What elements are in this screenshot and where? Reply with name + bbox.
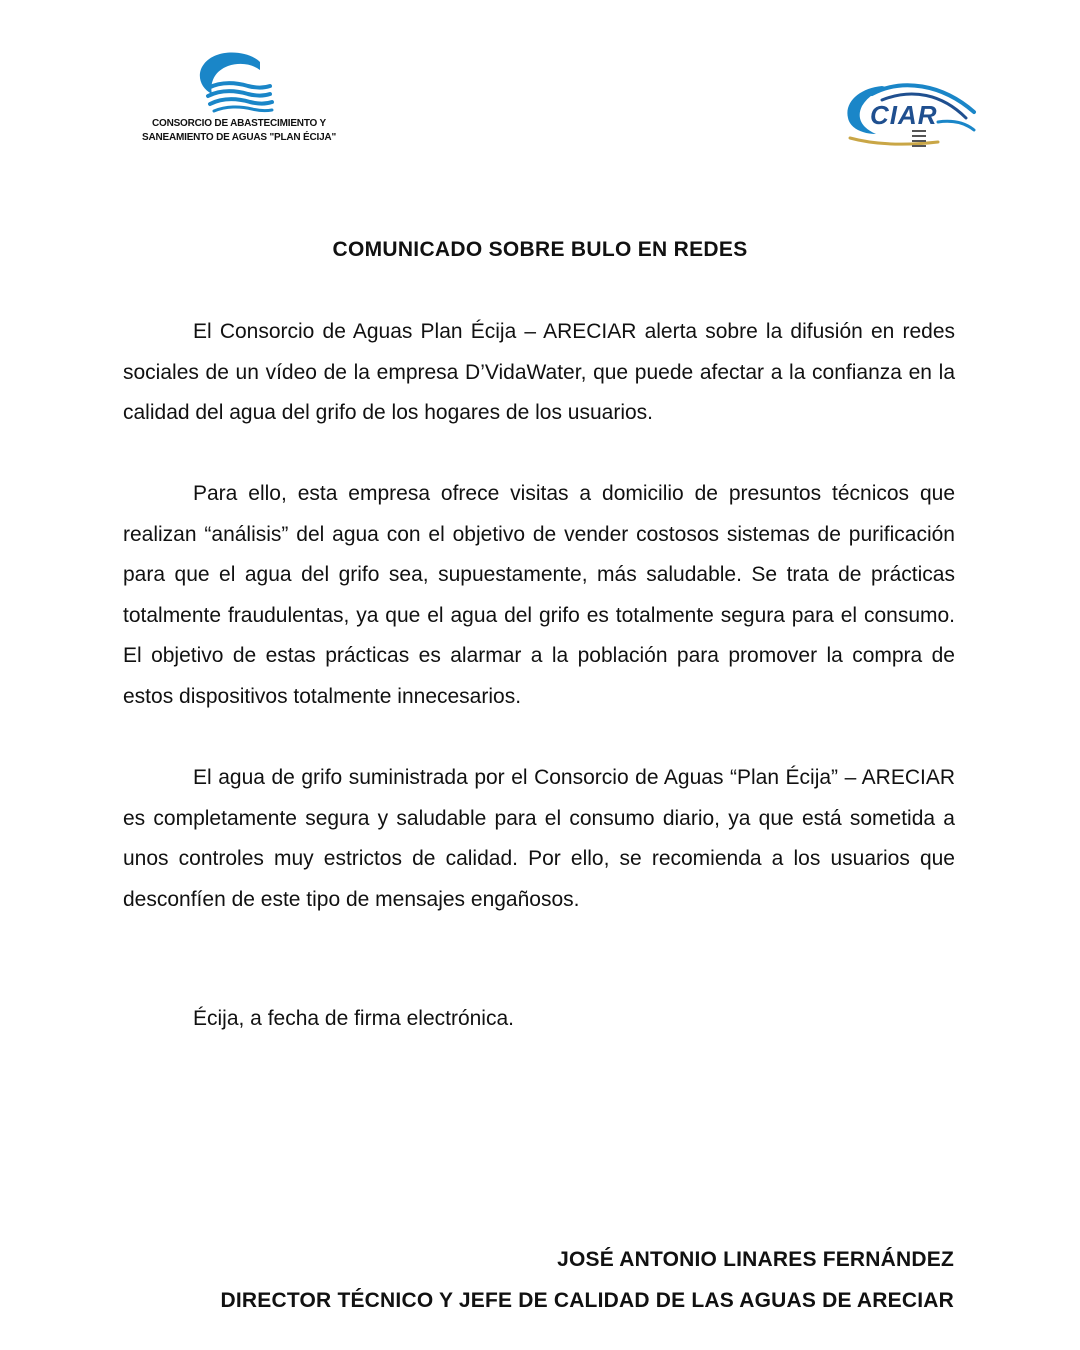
dateline: Écija, a fecha de firma electrónica. [193, 1007, 514, 1030]
water-wave-icon [190, 48, 276, 116]
consorcio-logo [134, 48, 344, 158]
body-paragraph-1: El Consorcio de Aguas Plan Écija – ARECIAR alerta sobre la difusión en redes sociales de un vídeo de la empresa D’VidaWater, que puede afectar a la confianza en la calidad del agua del grifo de los hogares de los usuarios. [123, 320, 955, 424]
logo-org-line-2: SANEAMIENTO DE AGUAS "PLAN ÉCIJA" [141, 132, 336, 143]
document-title: COMUNICADO SOBRE BULO EN REDES [332, 238, 748, 261]
body-paragraph-2: Para ello, esta empresa ofrece visitas a domicilio de presuntos técnicos que realizan “análisis” del agua con el objetivo de vender costosos sistemas de purificación para que el agua del grifo sea, supuestamente, más saludable. Se trata de prácticas totalmente fraudulentas, ya que el agua del grifo es totalmente segura para el consumo. El objetivo de estas prácticas es alarmar a la población para promover la compra de estos dispositivos totalmente innecesarios. [123, 482, 955, 708]
body-paragraph-3: El agua de grifo suministrada por el Consorcio de Aguas “Plan Écija” – ARECIAR es completamente segura y saludable para el consumo diario, ya que está sometida a unos controles muy estrictos de calidad. Por ello, se recomienda a los usuarios que desconfíen de este tipo de mensajes engañosos. [123, 766, 955, 911]
logo-org-line-1: CONSORCIO DE ABASTECIMIENTO Y [151, 118, 327, 129]
ciar-logo-icon [842, 78, 978, 152]
signatory-name: JOSÉ ANTONIO LINARES FERNÁNDEZ [557, 1248, 954, 1271]
signatory-role: DIRECTOR TÉCNICO Y JEFE DE CALIDAD DE LAS AGUAS DE ARECIAR [220, 1289, 954, 1312]
ciar-logo-text: CIAR [870, 100, 938, 130]
ciar-logo [842, 78, 978, 152]
